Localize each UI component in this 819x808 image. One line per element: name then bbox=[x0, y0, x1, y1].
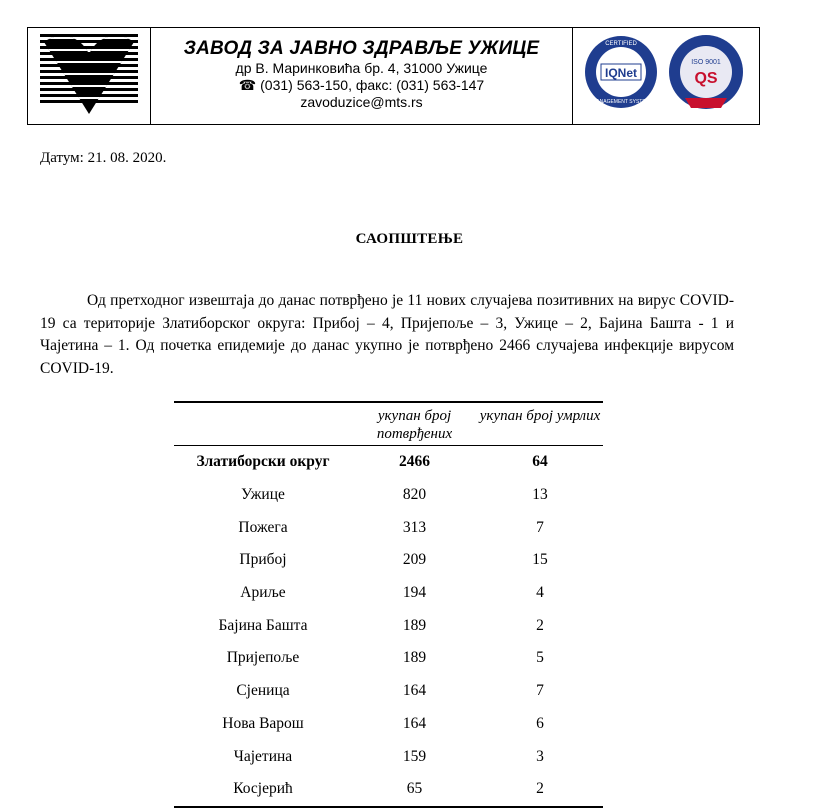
municipality-cell: Чајетина bbox=[233, 747, 293, 765]
table-header-row bbox=[174, 402, 603, 446]
deaths-cell: 7 bbox=[536, 682, 544, 700]
municipality-cell: Пријепоље bbox=[226, 649, 300, 667]
confirmed-cell: 313 bbox=[402, 518, 427, 536]
confirmed-cell: 194 bbox=[402, 584, 427, 602]
deaths-cell: 6 bbox=[536, 714, 544, 732]
municipality-cell: Пожега bbox=[238, 518, 288, 536]
table-row bbox=[174, 675, 603, 708]
table-row bbox=[174, 609, 603, 642]
iso-text: ISO 9001 bbox=[691, 59, 721, 66]
table-row bbox=[174, 740, 603, 773]
deaths-cell: 2 bbox=[536, 616, 544, 634]
municipality-cell: Бајина Башта bbox=[218, 616, 308, 634]
institute-logo bbox=[28, 28, 151, 124]
iqnet-text: IQNet bbox=[604, 66, 638, 80]
document-date: Датум: 21. 08. 2020. bbox=[40, 150, 167, 166]
table-row bbox=[174, 708, 603, 741]
address: др В. Маринковића бр. 4, 31000 Ужице bbox=[235, 60, 488, 76]
header-deaths: укупан број умрлих bbox=[477, 402, 603, 446]
deaths-cell: 13 bbox=[532, 486, 548, 504]
confirmed-cell: 820 bbox=[402, 486, 427, 504]
municipality-cell: Косјерић bbox=[233, 780, 293, 798]
letterhead-text bbox=[151, 28, 573, 124]
table-row bbox=[174, 577, 603, 610]
deaths-cell: 3 bbox=[536, 747, 544, 765]
certification-badges-icon bbox=[573, 28, 759, 124]
confirmed-cell: 65 bbox=[406, 780, 423, 798]
table-row bbox=[174, 642, 603, 675]
municipality-cell: Прибој bbox=[239, 551, 287, 569]
svg-text:CERTIFIED: CERTIFIED bbox=[605, 41, 637, 47]
document-title: САОПШТЕЊЕ bbox=[355, 231, 464, 247]
municipality-cell: Нова Варош bbox=[222, 714, 304, 732]
iqnet-badge-icon bbox=[585, 36, 657, 108]
deaths-cell: 64 bbox=[532, 453, 548, 471]
certification-logos bbox=[573, 28, 759, 124]
announcement-paragraph: Од претходног извештаја до данас потврђено је 11 нових случајева позитивних на вирус COVID-19 са територије Златиборског округа: Прибој – 4, Пријепоље – 3, Ужице – 2, Бајина Башта - 1 и Чајетина – 1. Од почетка епидемије до данас укупно је потврђено 2466 случајева инфекције вирусом COVID-19. bbox=[40, 292, 734, 377]
table-row bbox=[174, 773, 603, 807]
header-confirmed: укупан број потврђених bbox=[352, 402, 477, 446]
letterhead bbox=[27, 27, 760, 125]
table-row bbox=[174, 544, 603, 577]
confirmed-cell: 209 bbox=[402, 551, 427, 569]
deaths-cell: 5 bbox=[536, 649, 544, 667]
svg-text:MANAGEMENT SYSTEM: MANAGEMENT SYSTEM bbox=[592, 99, 650, 105]
municipality-cell: Златиборски округ bbox=[196, 453, 330, 471]
iso-9001-badge-icon bbox=[669, 35, 743, 109]
deaths-cell: 15 bbox=[532, 551, 548, 569]
cases-table bbox=[174, 401, 603, 808]
table-row bbox=[174, 479, 603, 512]
deaths-cell: 4 bbox=[536, 584, 544, 602]
confirmed-cell: 164 bbox=[402, 682, 427, 700]
municipality-cell: Сјеница bbox=[236, 682, 290, 700]
municipality-cell: Ариље bbox=[240, 584, 286, 602]
deaths-cell: 2 bbox=[536, 780, 544, 798]
confirmed-cell: 164 bbox=[402, 714, 427, 732]
qs-text: QS bbox=[694, 70, 718, 87]
deaths-cell: 7 bbox=[536, 518, 544, 536]
phone-fax: ☎ (031) 563-150, факс: (031) 563-147 bbox=[238, 77, 485, 93]
email: zavoduzice@mts.rs bbox=[300, 94, 423, 110]
heart-stripes-logo-icon bbox=[28, 28, 150, 124]
organization-name: ЗАВОД ЗА ЈАВНО ЗДРАВЉЕ УЖИЦЕ bbox=[183, 38, 540, 59]
confirmed-cell: 2466 bbox=[399, 453, 430, 471]
table-row-total bbox=[174, 446, 603, 479]
header-municipality bbox=[174, 402, 352, 446]
table-row bbox=[174, 511, 603, 544]
municipality-cell: Ужице bbox=[241, 486, 285, 504]
confirmed-cell: 159 bbox=[402, 747, 427, 765]
confirmed-cell: 189 bbox=[402, 616, 427, 634]
confirmed-cell: 189 bbox=[402, 649, 427, 667]
